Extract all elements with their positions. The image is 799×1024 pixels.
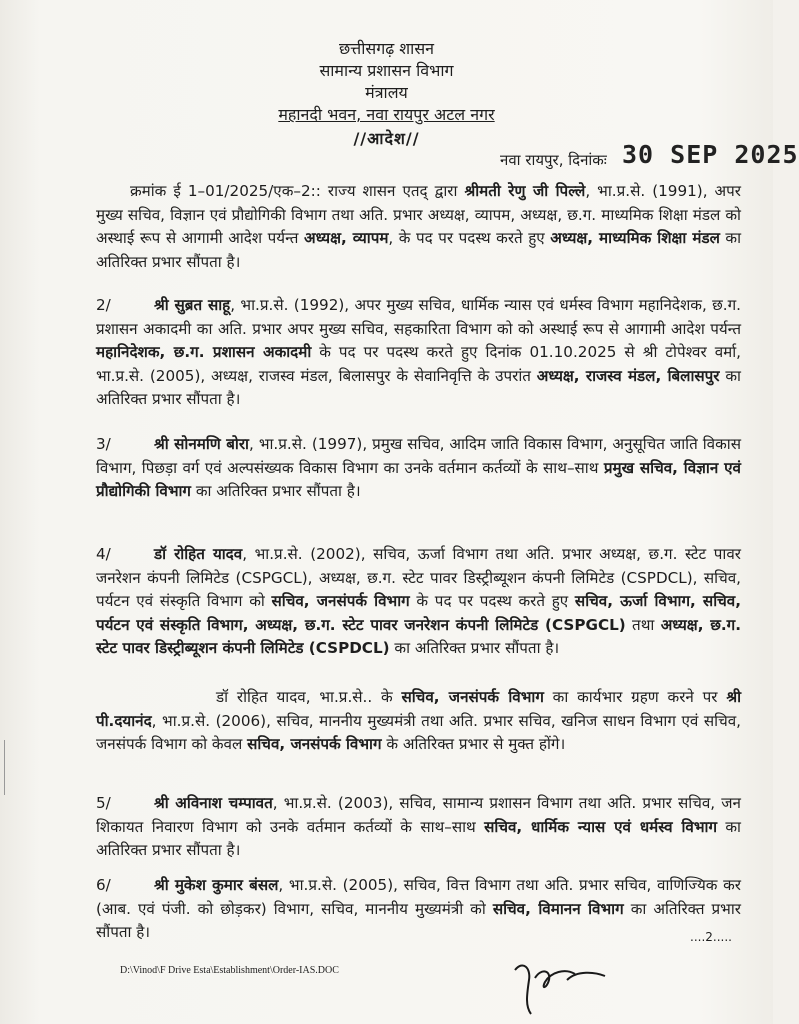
- p4-text-h: का अतिरिक्त प्रभार सौंपता है।: [389, 639, 560, 657]
- signature-mark: [505, 950, 615, 1020]
- p1-post-2: अध्यक्ष, माध्यमिक शिक्षा मंडल: [550, 229, 720, 247]
- p5-post: सचिव, धार्मिक न्यास एवं धर्मस्व विभाग: [484, 817, 717, 836]
- p6-name: श्री मुकेश कुमार बंसल: [154, 876, 279, 894]
- p1-text-g: का अतिरिक्त प्रभार सौंपता है।: [96, 229, 742, 271]
- p4b-name: श्री पी.दयानंद: [96, 688, 741, 730]
- p1-text-a: क्रमांक ई 1–01/2025/एक–2:: राज्य शासन एतद् द्वारा: [130, 182, 465, 200]
- paragraph-4: [96, 543, 741, 661]
- header-office: मंत्रालय: [365, 83, 408, 102]
- p2-post-1: महानिदेशक, छ.ग. प्रशासन अकादमी: [96, 343, 312, 361]
- page-continuation-marker: ....2.....: [690, 930, 732, 944]
- p4-number: 4/: [96, 545, 111, 563]
- p2-name: श्री सुब्रत साहू: [154, 296, 231, 314]
- p2-text-b: , भा.प्र.से. (1992), अपर मुख्य सचिव, धार्मिक न्यास एवं धर्मस्व विभाग महानिदेशक, छ.ग. प्रशासन अकादमी का अति. प्रभार अपर मुख्य सचिव, सहकारिता विभाग को को अस्थाई रूप से आगामी आदेश पर्यन्त: [96, 296, 741, 338]
- p4-post-2: सचिव, ऊर्जा विभाग, सचिव, पर्यटन एवं संस्कृति विभाग, अध्यक्ष, छ.ग. स्टेट पावर जनरेशन कंपनी लिमिटेड (CSPGCL): [96, 592, 741, 634]
- paragraph-1: [96, 180, 741, 274]
- paragraph-5: [96, 792, 741, 863]
- p2-number: 2/: [96, 296, 111, 314]
- file-path-footer: D:\Vinod\F Drive Esta\Establishment\Order-IAS.DOC: [120, 965, 339, 976]
- p4-name: डॉ रोहित यादव: [154, 545, 243, 563]
- p2-text-d: के पद पर पदस्थ करते हुए दिनांक 01.10.2025 से श्री टोपेश्वर वर्मा, भा.प्र.से. (2005), अध्यक्ष, राजस्व मंडल, बिलासपुर के सेवानिवृत्ति के उपरांत: [96, 343, 741, 385]
- p3-number: 3/: [96, 435, 111, 453]
- p4-text-f: तथा: [625, 615, 661, 634]
- scan-edge-mark: [4, 740, 11, 795]
- p4b-text-e: , भा.प्र.से. (2006), सचिव, माननीय मुख्यमंत्री तथा अति. प्रभार सचिव, खनिज साधन विभाग एवं सचिव, जनसंपर्क विभाग को केवल: [96, 711, 741, 753]
- p6-number: 6/: [96, 876, 111, 894]
- p1-post-1: अध्यक्ष, व्यापम: [303, 229, 389, 247]
- p6-post: सचिव, विमानन विभाग: [492, 899, 624, 918]
- p1-name: श्रीमती रेणु जी पिल्ले: [464, 182, 586, 200]
- paragraph-6: [96, 874, 741, 945]
- header-address: महानदी भवन, नवा रायपुर अटल नगर: [278, 105, 495, 124]
- p1-text-e: , के पद पर पदस्थ करते हुए: [388, 229, 551, 247]
- p1-text-c: , भा.प्र.से. (1991), अपर मुख्य सचिव, विज्ञान एवं प्रौद्योगिकी विभाग तथा अति. प्रभार अध्यक्ष, व्यापम, अध्यक्ष, छ.ग. माध्यमिक शिक्षा मंडल को अस्थाई रूप से आगामी आदेश पर्यन्त: [96, 182, 741, 247]
- p4b-text-c: का कार्यभार ग्रहण करने पर: [543, 688, 727, 706]
- p5-text-d: का अतिरिक्त प्रभार सौंपता है।: [96, 817, 741, 859]
- p4-post-1: सचिव, जनसंपर्क विभाग: [271, 592, 410, 610]
- p5-name: श्री अविनाश चम्पावत: [154, 794, 273, 812]
- p4-text-b: , भा.प्र.से. (2002), सचिव, ऊर्जा विभाग तथा अति. प्रभार अध्यक्ष, छ.ग. स्टेट पावर जनरेशन कंपनी लिमिटेड (CSPGCL), अध्यक्ष, छ.ग. स्टेट पावर डिस्ट्रीब्यूशन कंपनी लिमिटेड (CSPDCL), सचिव, पर्यटन एवं संस्कृति विभाग को: [96, 545, 742, 610]
- p4b-post-1: सचिव, जनसंपर्क विभाग: [401, 688, 544, 706]
- header-department: सामान्य प्रशासन विभाग: [319, 61, 454, 80]
- dateline-label: नवा रायपुर, दिनांकः: [500, 151, 607, 169]
- header-govt: छत्तीसगढ़ शासन: [338, 39, 435, 58]
- paragraph-2: [96, 294, 741, 412]
- p4b-text-a: डॉ रोहित यादव, भा.प्र.से.. के: [216, 688, 402, 706]
- p3-post: प्रमुख सचिव, विज्ञान एवं प्रौद्योगिकी विभाग: [96, 458, 741, 500]
- p4-text-d: के पद पर पदस्थ करते हुए: [409, 592, 575, 610]
- p3-text-d: का अतिरिक्त प्रभार सौंपता है।: [191, 482, 361, 500]
- p4-post-3: अध्यक्ष, छ.ग. स्टेट पावर डिस्ट्रीब्यूशन कंपनी लिमिटेड (CSPDCL): [96, 615, 741, 657]
- p3-name: श्री सोनमणि बोरा: [154, 435, 249, 453]
- p2-text-f: का अतिरिक्त प्रभार सौंपता है।: [96, 366, 741, 408]
- p4b-post-2: सचिव, जनसंपर्क विभाग: [247, 735, 382, 753]
- p3-text-b: , भा.प्र.से. (1997), प्रमुख सचिव, आदिम जाति विकास विभाग, अनुसूचित जाति विकास विभाग, पिछड़ा वर्ग एवं अल्पसंख्यक विकास विभाग का उनके वर्तमान कर्तव्यों के साथ–साथ: [96, 435, 741, 477]
- p5-text-b: , भा.प्र.से. (2003), सचिव, सामान्य प्रशासन विभाग तथा अति. प्रभार सचिव, जन शिकायत निवारण विभाग को उनके वर्तमान कर्तव्यों के साथ–साथ: [96, 794, 741, 836]
- p5-number: 5/: [96, 794, 111, 812]
- p6-text-b: , भा.प्र.से. (2005), सचिव, वित्त विभाग तथा अति. प्रभार सचिव, वाणिज्यिक कर (आब. एवं पंजी. को छोड़कर) विभाग, सचिव, माननीय मुख्यमंत्री को: [96, 876, 742, 918]
- date-stamp: 30 SEP 2025: [622, 140, 799, 169]
- paragraph-3: [96, 433, 741, 504]
- p2-post-2: अध्यक्ष, राजस्व मंडल, बिलासपुर: [536, 366, 720, 385]
- p6-text-d: का अतिरिक्त प्रभार सौंपता है।: [96, 899, 741, 941]
- p4b-text-g: के अतिरिक्त प्रभार से मुक्त होंगे।: [381, 735, 566, 753]
- paragraph-4-continuation: [96, 686, 741, 757]
- order-title: //आदेश//: [353, 129, 420, 148]
